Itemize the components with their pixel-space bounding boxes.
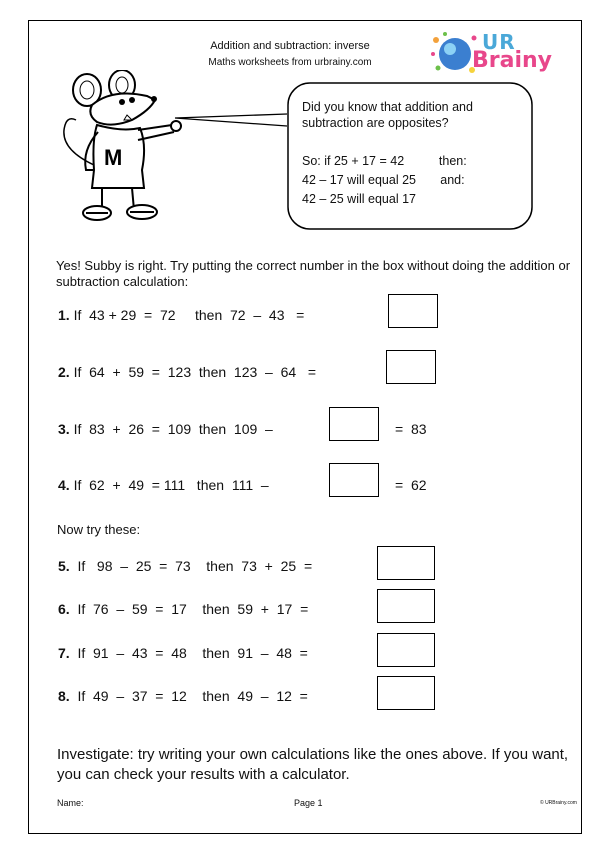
mouse-mascot-illustration: [52, 70, 202, 230]
answer-box-1[interactable]: [388, 294, 438, 328]
bubble-line-4: 42 – 17 will equal 25 and:: [302, 173, 465, 187]
speech-bubble-pointer: [170, 110, 290, 134]
investigate-text: Investigate: try writing your own calculations like the ones above. If you want, you can check your results with a calculator.: [57, 746, 569, 783]
question-text: If 83 + 26 = 109 then 109 –: [69, 421, 273, 437]
instructions-text: Yes! Subby is right. Try putting the correct number in the box without doing the addition or subtraction calculation:: [56, 258, 571, 289]
bubble-line-3: So: if 25 + 17 = 42 then:: [302, 154, 467, 168]
question-7: [58, 645, 308, 661]
answer-box-4[interactable]: [329, 463, 379, 497]
question-number: 7.: [58, 645, 70, 661]
answer-box-8[interactable]: [377, 676, 435, 710]
question-4: [58, 477, 269, 493]
now-try-heading: Now try these:: [57, 522, 141, 537]
answer-box-7[interactable]: [377, 633, 435, 667]
question-number: 1.: [58, 307, 70, 323]
urbrainy-logo: [430, 30, 553, 74]
footer-copyright: © URBrainy.com: [540, 800, 577, 806]
footer-page-number: Page 1: [294, 798, 323, 808]
shirt-letter: M: [104, 145, 123, 170]
question-number: 4.: [58, 477, 70, 493]
question-6: [58, 601, 308, 617]
question-number: 8.: [58, 688, 70, 704]
bubble-line-2: subtraction are opposites?: [302, 116, 449, 130]
question-2: [58, 364, 316, 380]
answer-box-2[interactable]: [386, 350, 436, 384]
bubble-line-1: Did you know that addition and: [302, 100, 473, 114]
question-text: If 49 – 37 = 12 then 49 – 12 =: [69, 688, 308, 704]
logo-brainy: Brainy: [472, 48, 553, 73]
question-number: 6.: [58, 601, 70, 617]
answer-box-6[interactable]: [377, 589, 435, 623]
bubble-line-5: 42 – 25 will equal 17: [302, 192, 416, 206]
worksheet-subtitle: Maths worksheets from urbrainy.com: [208, 57, 372, 68]
question-text: If 62 + 49 = 111 then 111 –: [69, 477, 269, 493]
question-number: 3.: [58, 421, 70, 437]
answer-box-3[interactable]: [329, 407, 379, 441]
question-8: [58, 688, 308, 704]
question-3-result: = 83: [395, 421, 427, 437]
question-5: [58, 558, 312, 574]
question-3: [58, 421, 273, 437]
footer-name-label: Name:: [57, 798, 84, 808]
question-text: If 76 – 59 = 17 then 59 + 17 =: [69, 601, 309, 617]
question-text: If 64 + 59 = 123 then 123 – 64 =: [69, 364, 317, 380]
question-4-result: = 62: [395, 477, 427, 493]
question-text: If 91 – 43 = 48 then 91 – 48 =: [69, 645, 308, 661]
question-1: [58, 307, 304, 323]
question-number: 2.: [58, 364, 70, 380]
worksheet-title: Addition and subtraction: inverse: [210, 40, 370, 52]
answer-box-5[interactable]: [377, 546, 435, 580]
question-text: If 43 + 29 = 72 then 72 – 43 =: [69, 307, 305, 323]
question-number: 5.: [58, 558, 70, 574]
logo-ur: UR: [482, 30, 516, 54]
question-text: If 98 – 25 = 73 then 73 + 25 =: [69, 558, 313, 574]
